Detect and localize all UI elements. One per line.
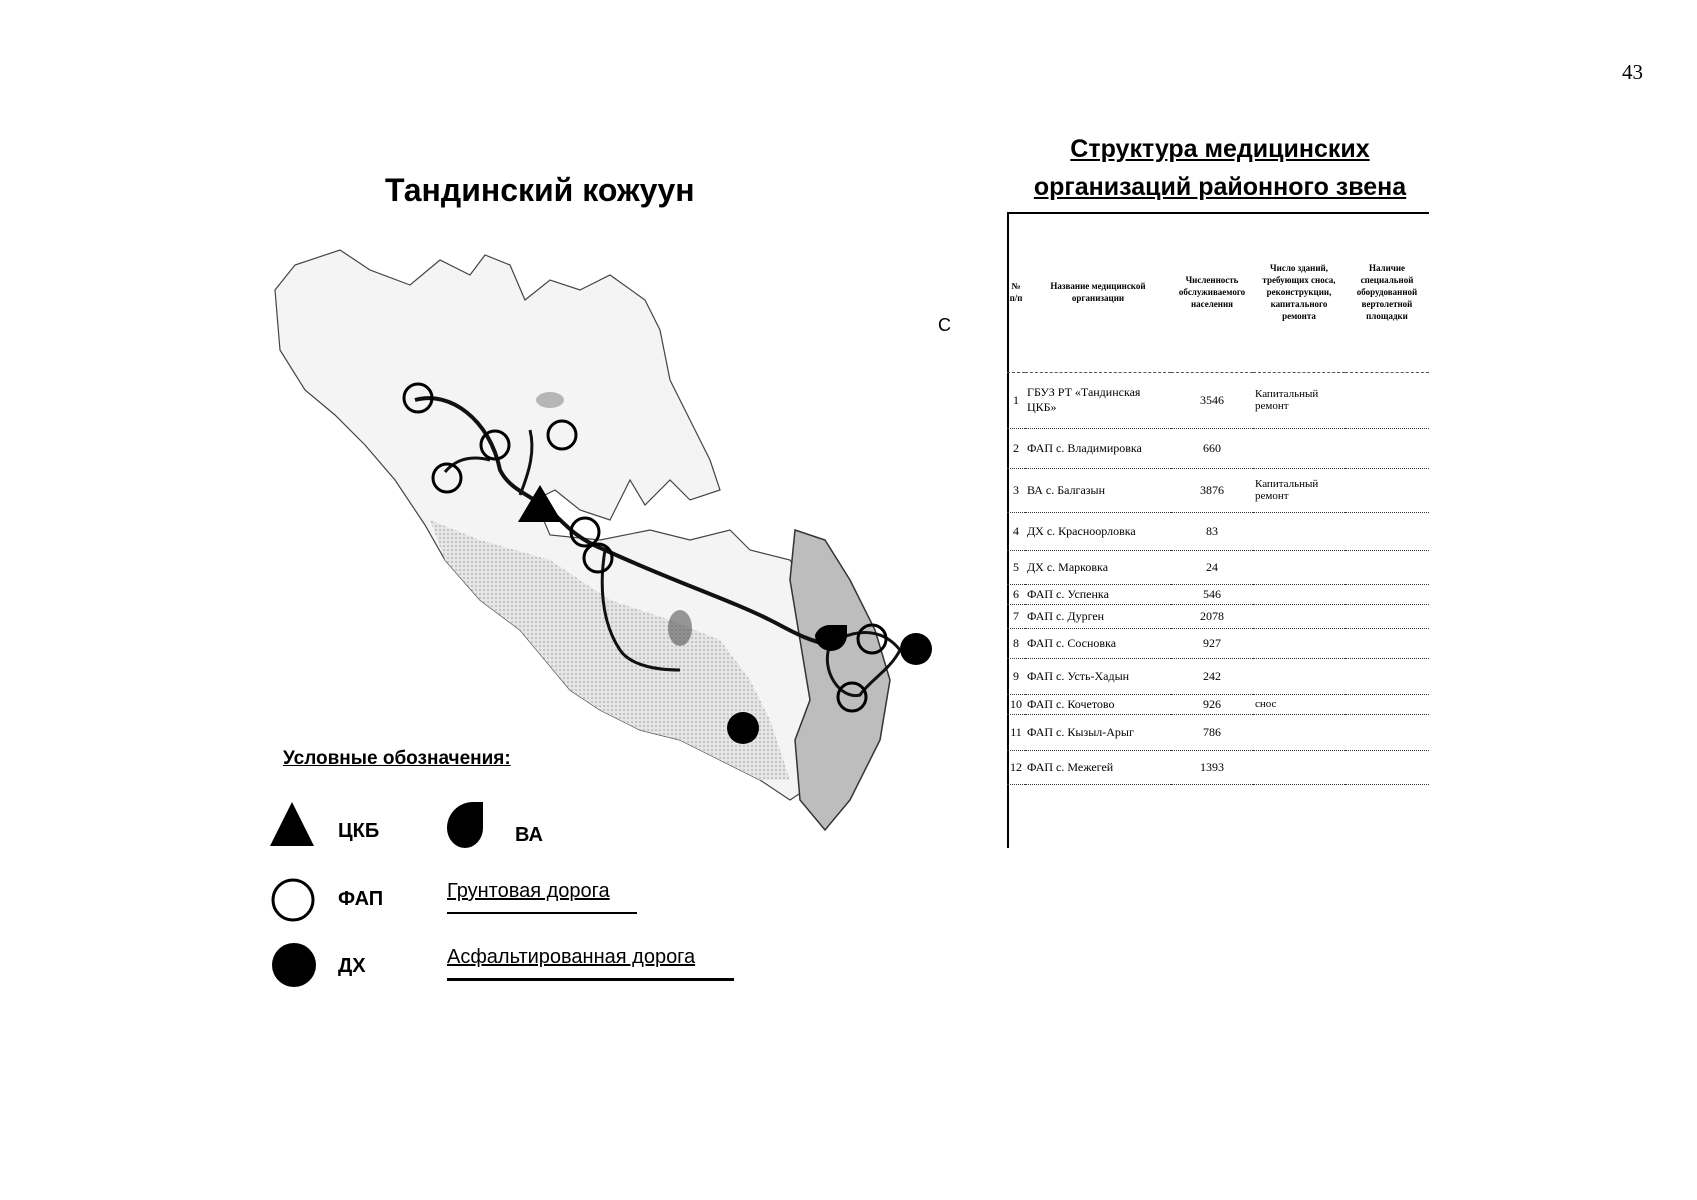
cell-repair <box>1253 584 1345 604</box>
page-number: 43 <box>1622 60 1643 84</box>
table-header-row <box>1007 212 1429 372</box>
va-icon <box>443 798 487 856</box>
legend-dx-label: ДХ <box>338 955 366 977</box>
cell-num: 5 <box>1007 550 1025 584</box>
cell-repair: снос <box>1253 694 1345 714</box>
cell-name: ФАП с. Сосновка <box>1025 628 1171 658</box>
table-row <box>1007 658 1429 694</box>
cell-num: 8 <box>1007 628 1025 658</box>
table-title <box>1010 130 1430 206</box>
cell-pop: 3876 <box>1171 468 1253 512</box>
circle-outline-icon <box>270 877 316 923</box>
table-row <box>1007 604 1429 628</box>
map-title: Тандинский кожуун <box>385 172 695 208</box>
cell-repair <box>1253 550 1345 584</box>
cell-name: ВА с. Балгазын <box>1025 468 1171 512</box>
cell-pop: 242 <box>1171 658 1253 694</box>
legend-fap-label: ФАП <box>338 888 384 910</box>
cell-num: 3 <box>1007 468 1025 512</box>
table-row <box>1007 512 1429 550</box>
cell-repair <box>1253 604 1345 628</box>
header-name: Название медицинской организации <box>1025 212 1171 372</box>
table-row <box>1007 550 1429 584</box>
cell-name: ФАП с. Межегей <box>1025 750 1171 784</box>
cell-equip <box>1345 372 1429 428</box>
cell-equip <box>1345 584 1429 604</box>
cell-pop: 2078 <box>1171 604 1253 628</box>
cell-equip <box>1345 512 1429 550</box>
cell-repair <box>1253 658 1345 694</box>
table-row <box>1007 714 1429 750</box>
cell-equip <box>1345 658 1429 694</box>
legend-ckb-label: ЦКБ <box>338 820 380 842</box>
legend-dirt-road-line <box>447 912 637 914</box>
dx-marker <box>900 633 932 665</box>
cell-name: ФАП с. Дурген <box>1025 604 1171 628</box>
table-row <box>1007 584 1429 604</box>
legend-va-label: ВА <box>515 824 543 846</box>
triangle-icon <box>268 800 316 848</box>
cell-name: ФАП с. Владимировка <box>1025 428 1171 468</box>
cell-num: 12 <box>1007 750 1025 784</box>
table-row <box>1007 372 1429 428</box>
cell-name: ФАП с. Успенка <box>1025 584 1171 604</box>
cell-pop: 660 <box>1171 428 1253 468</box>
cell-repair: Капитальный ремонт <box>1253 468 1345 512</box>
cell-equip <box>1345 428 1429 468</box>
cell-repair: Капитальный ремонт <box>1253 372 1345 428</box>
cell-equip <box>1345 750 1429 784</box>
cell-pop: 927 <box>1171 628 1253 658</box>
cell-name: ГБУЗ РТ «Тандинская ЦКБ» <box>1025 372 1171 428</box>
cell-repair <box>1253 512 1345 550</box>
legend-paved-road-line <box>447 978 734 981</box>
cell-repair <box>1253 714 1345 750</box>
cell-equip <box>1345 604 1429 628</box>
organizations-table <box>1007 212 1429 785</box>
cell-pop: 83 <box>1171 512 1253 550</box>
table-title-line2: организаций районного звена <box>1033 173 1407 201</box>
cell-equip <box>1345 628 1429 658</box>
cell-name: ФАП с. Кочетово <box>1025 694 1171 714</box>
header-repair: Число зданий, требующих сноса, реконструкции, капитального ремонта <box>1253 212 1345 372</box>
cell-equip <box>1345 468 1429 512</box>
legend-title: Условные обозначения: <box>283 748 511 769</box>
table-row <box>1007 428 1429 468</box>
cell-equip <box>1345 694 1429 714</box>
cell-pop: 1393 <box>1171 750 1253 784</box>
header-num: № п/п <box>1007 212 1025 372</box>
cell-equip <box>1345 550 1429 584</box>
stray-mark: С <box>938 315 951 335</box>
cell-pop: 926 <box>1171 694 1253 714</box>
cell-equip <box>1345 714 1429 750</box>
cell-name: ФАП с. Усть-Хадын <box>1025 658 1171 694</box>
cell-pop: 786 <box>1171 714 1253 750</box>
cell-num: 11 <box>1007 714 1025 750</box>
cell-num: 9 <box>1007 658 1025 694</box>
cell-num: 1 <box>1007 372 1025 428</box>
cell-repair <box>1253 750 1345 784</box>
header-equip: Наличие специальной оборудованной вертолетной площадки <box>1345 212 1429 372</box>
cell-name: ФАП с. Кызыл-Арыг <box>1025 714 1171 750</box>
filled-circle-icon <box>271 942 317 988</box>
cell-repair <box>1253 428 1345 468</box>
table-row <box>1007 468 1429 512</box>
cell-num: 7 <box>1007 604 1025 628</box>
cell-num: 2 <box>1007 428 1025 468</box>
cell-num: 10 <box>1007 694 1025 714</box>
table-row <box>1007 694 1429 714</box>
header-pop: Численность обслуживаемого населения <box>1171 212 1253 372</box>
dx-marker <box>727 712 759 744</box>
cell-repair <box>1253 628 1345 658</box>
cell-pop: 24 <box>1171 550 1253 584</box>
table-row <box>1007 750 1429 784</box>
table-title-line1: Структура медицинских <box>1070 135 1370 163</box>
legend-dirt-road-label: Грунтовая дорога <box>447 880 610 902</box>
cell-name: ДХ с. Марковка <box>1025 550 1171 584</box>
cell-num: 4 <box>1007 512 1025 550</box>
legend-paved-road-label: Асфальтированная дорога <box>447 946 696 968</box>
cell-pop: 546 <box>1171 584 1253 604</box>
table-row <box>1007 628 1429 658</box>
district-map <box>250 240 990 910</box>
cell-name: ДХ с. Красноорловка <box>1025 512 1171 550</box>
cell-num: 6 <box>1007 584 1025 604</box>
cell-pop: 3546 <box>1171 372 1253 428</box>
